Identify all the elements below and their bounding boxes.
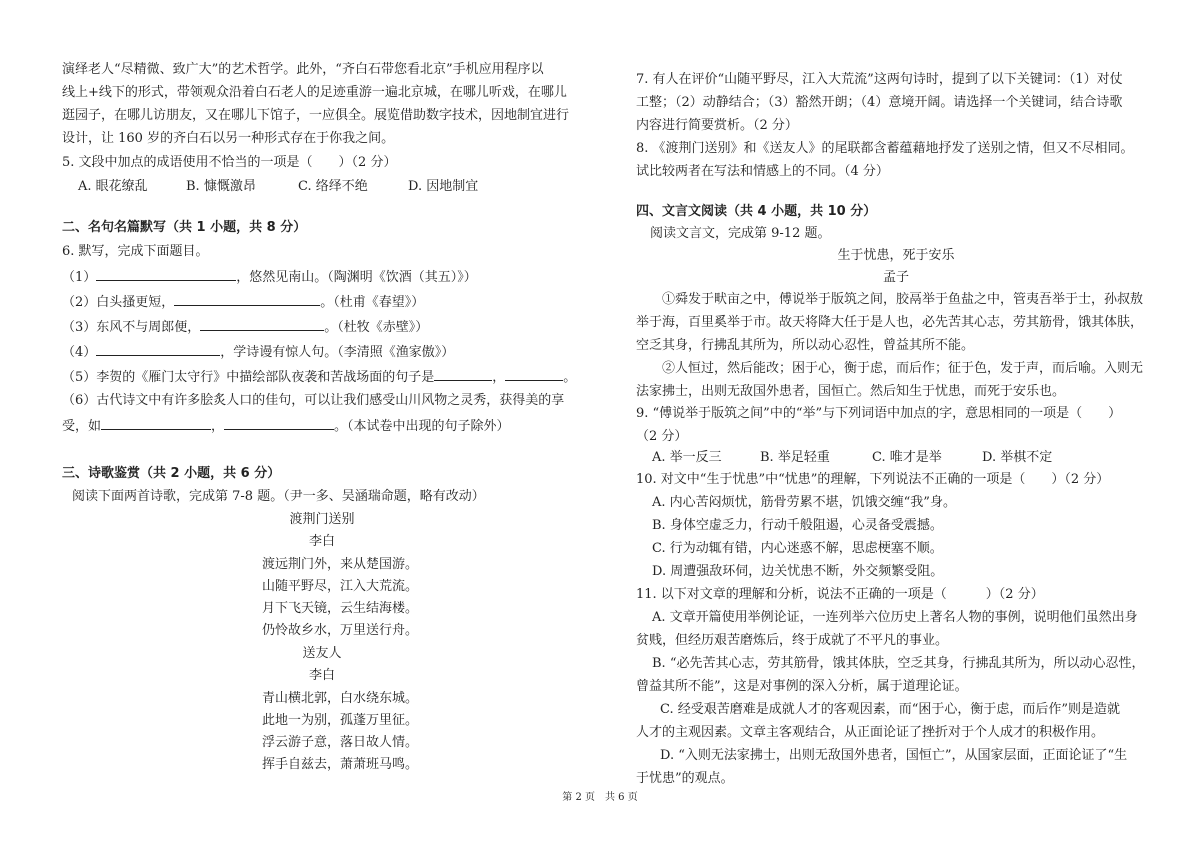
q11-d-line-1: D. “入则无法家拂士，出则无敌国外患者，国恒亡”，从国家层面，正面论证了“生 bbox=[660, 748, 1128, 763]
article-para1-line-1: ①舜发于畎亩之中，傅说举于版筑之间，胶鬲举于鱼盐之中，管夷吾举于士，孙叔敖 bbox=[662, 292, 1144, 307]
q10-stem: 10. 对文中“生于忧患”中“忧患”的理解，下列说法不正确的一项是（ ）（2 分） bbox=[636, 472, 1110, 487]
section3-title: 三、诗歌鉴赏（共 2 小题，共 6 分） bbox=[62, 466, 281, 481]
q6-4-answer-blank[interactable] bbox=[96, 343, 220, 356]
article-para1-line-2: 举于海，百里奚举于市。故天将降大任于是人也，必先苦其心志，劳其筋骨，饿其体肤， bbox=[636, 315, 1144, 330]
intro-line-2: 线上+线下的形式，带领观众沿着白石老人的足迹重游一遍北京城，在哪儿听戏，在哪儿 bbox=[62, 85, 567, 100]
article-para2-line-2: 法家拂士，出则无敌国外患者，国恒亡。然后知生于忧患，而死于安乐也。 bbox=[636, 384, 1066, 399]
q6-stem: 6. 默写，完成下面题目。 bbox=[62, 244, 209, 259]
q6-2-prefix: （2）白头搔更短， bbox=[62, 295, 175, 310]
q6-5-answer-blank-2[interactable] bbox=[505, 368, 563, 381]
q11-stem: 11. 以下对文章的理解和分析，说法不正确的一项是（ ）（2 分） bbox=[636, 587, 1044, 602]
q9-option-a: A. 举一反三 bbox=[652, 450, 722, 465]
q7-line-1: 7. 有人在评价“山随平野尽，江入大荒流”这两句诗时，提到了以下关键词：（1）对仗 bbox=[636, 72, 1123, 87]
q8-line-2: 试比较两者在写法和情感上的不同。（4 分） bbox=[636, 164, 889, 179]
q6-line-5 bbox=[62, 368, 576, 386]
q11-b-line-2: 曾益其所不能”，这是对事例的深入分析，属于道理论证。 bbox=[636, 679, 968, 694]
section2-title: 二、名句名篇默写（共 1 小题，共 8 分） bbox=[62, 220, 307, 235]
q6-3-answer-blank[interactable] bbox=[200, 318, 324, 331]
page-footer: 第 2 页 共 6 页 bbox=[562, 792, 638, 803]
intro-line-4: 设计，让 160 岁的齐白石以另一种形式存在于你我之间。 bbox=[62, 131, 395, 146]
q9-stem: 9. “傅说举于版筑之间”中的“举”与下列词语中加点的字，意思相同的一项是（ ） bbox=[636, 406, 1122, 421]
q7-line-2: 工整；（2）动静结合；（3）豁然开朗；（4）意境开阔。请选择一个关键词，结合诗歌 bbox=[636, 95, 1123, 110]
q11-c-line-2: 人才的主观因素。文章主客观结合，从正面论证了挫折对于个人成才的积极作用。 bbox=[636, 725, 1105, 740]
poem2-line-1: 青山横北郭，白水绕东城。 bbox=[262, 691, 419, 706]
q6-5-prefix: （5）李贺的《雁门太守行》中描绘部队夜袭和苦战场面的句子是 bbox=[62, 370, 435, 385]
q6-6-answer-blank-1[interactable] bbox=[101, 417, 211, 430]
q10-option-d: D. 周遭强敌环伺，边关忧患不断，外交频繁受阻。 bbox=[652, 564, 944, 579]
q6-1-answer-blank[interactable] bbox=[96, 268, 236, 281]
article-author: 孟子 bbox=[882, 270, 909, 285]
poem1-line-4: 仍怜故乡水，万里送行舟。 bbox=[262, 623, 419, 638]
q6-3-suffix: 。（杜牧《赤壁》） bbox=[324, 320, 429, 335]
poem1-author: 李白 bbox=[308, 534, 335, 549]
q6-line-1 bbox=[62, 268, 477, 286]
article-para2-line-1: ②人恒过，然后能改；困于心，衡于虑，而后作；征于色，发于声，而后喻。入则无 bbox=[662, 361, 1144, 376]
q6-line-6b bbox=[62, 417, 510, 435]
q5-stem: 5. 文段中加点的成语使用不恰当的一项是（ ）（2 分） bbox=[62, 155, 397, 170]
article-title: 生于忧患，死于安乐 bbox=[837, 248, 955, 263]
article-para1-line-3: 空乏其身，行拂乱其所为，所以动心忍性，曾益其所不能。 bbox=[636, 338, 975, 353]
poem2-title: 送友人 bbox=[302, 646, 342, 661]
q6-3-prefix: （3）东风不与周郎便， bbox=[62, 320, 201, 335]
poem2-line-2: 此地一为别，孤蓬万里征。 bbox=[262, 713, 419, 728]
poem1-title: 渡荆门送别 bbox=[289, 512, 355, 527]
q5-option-a: A. 眼花缭乱 bbox=[78, 179, 148, 194]
q11-b-line-1: B. “必先苦其心志，劳其筋骨，饿其体肤，空乏其身，行拂乱其所为，所以动心忍性， bbox=[652, 656, 1145, 671]
poem2-line-3: 浮云游子意，落日故人情。 bbox=[262, 735, 419, 750]
q6-6-answer-blank-2[interactable] bbox=[224, 417, 334, 430]
q6-2-suffix: 。（杜甫《春望》） bbox=[320, 295, 425, 310]
q6-1-prefix: （1） bbox=[62, 270, 97, 285]
q6-6-suffix: 。（本试卷中出现的句子除外） bbox=[334, 419, 510, 434]
q8-line-1: 8. 《渡荆门送别》和《送友人》的尾联都含蓄蕴藉地抒发了送别之情，但又不尽相同。 bbox=[636, 141, 1134, 156]
q6-4-prefix: （4） bbox=[62, 345, 97, 360]
q6-line-6a: （6）古代诗文中有许多脍炙人口的佳句，可以让我们感受山川风物之灵秀，获得美的享 bbox=[62, 393, 565, 408]
q7-line-3: 内容进行简要赏析。（2 分） bbox=[636, 118, 798, 133]
q10-option-c: C. 行为动辄有错，内心迷惑不解，思虑梗塞不顺。 bbox=[652, 541, 943, 556]
section4-stem: 阅读文言文，完成第 9-12 题。 bbox=[650, 226, 831, 241]
intro-line-3: 逛园子，在哪儿访朋友，又在哪儿下馆子，一应俱全。展览借助数字技术，因地制宜进行 bbox=[62, 108, 570, 123]
q6-2-answer-blank[interactable] bbox=[174, 293, 320, 306]
q6-1-suffix: ，悠然见南山。（陶渊明《饮酒（其五）》） bbox=[236, 270, 477, 285]
section4-title: 四、文言文阅读（共 4 小题，共 10 分） bbox=[636, 204, 877, 219]
poem2-line-4: 挥手自兹去，萧萧班马鸣。 bbox=[262, 757, 419, 772]
poem1-line-3: 月下飞天镜，云生结海楼。 bbox=[262, 601, 419, 616]
section3-stem: 阅读下面两首诗歌，完成第 7-8 题。（尹一多、吴涵瑞命题，略有改动） bbox=[72, 489, 485, 504]
q5-options bbox=[78, 179, 478, 195]
intro-line-1: 演绎老人“尽精微、致广大”的艺术哲学。此外，“齐白石带您看北京”手机应用程序以 bbox=[62, 62, 544, 77]
q5-option-b: B. 慷慨激昂 bbox=[186, 179, 256, 194]
q6-6-separator: ， bbox=[211, 419, 225, 434]
q9-option-b: B. 举足轻重 bbox=[760, 450, 830, 465]
poem2-author: 李白 bbox=[308, 668, 335, 683]
q6-5-suffix: 。 bbox=[563, 370, 577, 385]
q11-a-line-2: 贫贱，但经历艰苦磨炼后，终于成就了不平凡的事业。 bbox=[636, 633, 949, 648]
q5-option-d: D. 因地制宜 bbox=[408, 179, 479, 194]
q6-5-separator: ， bbox=[492, 370, 506, 385]
q9-options bbox=[652, 450, 1052, 466]
q6-line-4 bbox=[62, 343, 454, 361]
q11-d-line-2: 于忧患”的观点。 bbox=[636, 771, 734, 786]
q10-option-b: B. 身体空虚乏力，行动千般阻遏，心灵备受震撼。 bbox=[652, 518, 943, 533]
q6-5-answer-blank-1[interactable] bbox=[434, 368, 492, 381]
q5-option-c: C. 络绎不绝 bbox=[298, 179, 368, 194]
q9-score: （2 分） bbox=[636, 429, 688, 444]
q6-line-2 bbox=[62, 293, 424, 311]
poem1-line-2: 山随平野尽，江入大荒流。 bbox=[262, 579, 419, 594]
q6-line-3 bbox=[62, 318, 428, 336]
poem1-line-1: 渡远荆门外，来从楚国游。 bbox=[262, 557, 419, 572]
q6-4-suffix: ，学诗谩有惊人句。（李清照《渔家傲》） bbox=[220, 345, 455, 360]
q6-6-prefix: 受，如 bbox=[62, 419, 102, 434]
q11-a-line-1: A. 文章开篇使用举例论证，一连列举六位历史上著名人物的事例，说明他们虽然出身 bbox=[652, 610, 1138, 625]
q9-option-d: D. 举棋不定 bbox=[982, 450, 1053, 465]
q11-c-line-1: C. 经受艰苦磨难是成就人才的客观因素，而“困于心，衡于虑，而后作”则是造就 bbox=[660, 702, 1121, 717]
q9-option-c: C. 唯才是举 bbox=[872, 450, 942, 465]
q10-option-a: A. 内心苦闷烦忧，筋骨劳累不堪，饥饿交缠“我”身。 bbox=[652, 495, 956, 510]
